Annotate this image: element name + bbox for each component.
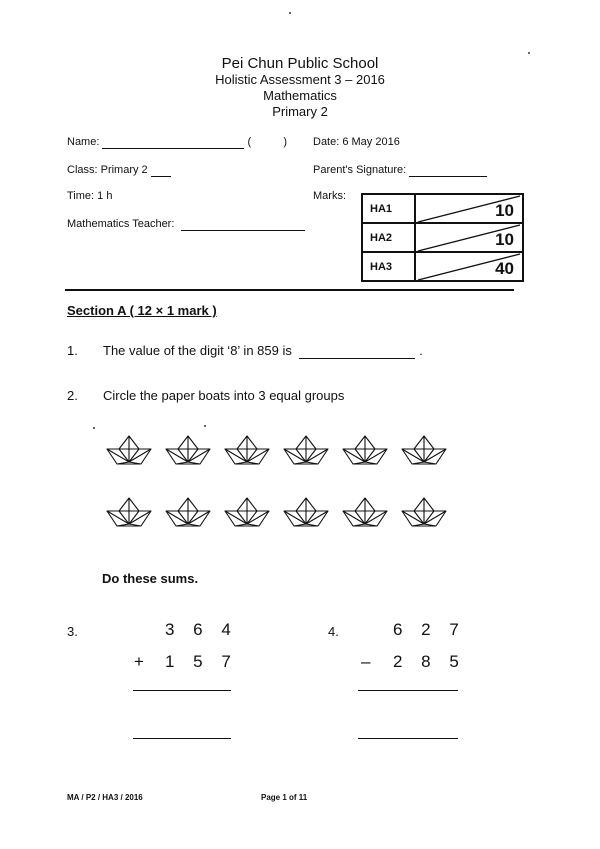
marks-label-ha1: HA1 [362,194,415,223]
name-blank[interactable] [102,136,244,149]
sum-4-top: 6 2 7 [393,620,466,639]
marks-box-ha2[interactable] [415,223,523,252]
marks-label-ha2: HA2 [362,223,415,252]
marks-total-ha3: 40 [495,259,514,278]
question-2-number: 2. [67,388,78,403]
school-name: Pei Chun Public School [221,55,379,72]
question-1-text: The value of the digit ‘8’ in 859 is [103,343,292,358]
paper-boat-icon[interactable] [105,434,153,468]
class-label: Class: Primary 2 [67,164,148,176]
class-blank[interactable] [151,164,171,177]
marks-total-ha2: 10 [495,230,514,249]
sum-4-answer-line[interactable] [358,738,458,739]
teacher-field [67,218,305,231]
paper-boat-icon[interactable] [282,434,330,468]
class-number-blank[interactable] [254,136,280,148]
paren-close: ) [283,136,287,148]
marks-row [362,194,523,223]
question-1-end: . [419,343,423,358]
parent-signature-blank[interactable] [409,164,487,177]
parent-signature-field [313,164,487,177]
paper-boat-icon[interactable] [223,496,271,530]
question-1-answer-blank[interactable] [299,343,415,359]
paper-boat-icon[interactable] [164,496,212,530]
section-title: Section A ( 12 × 1 mark ) [67,303,217,318]
date-text: Date: 6 May 2016 [313,136,400,148]
teacher-blank[interactable] [181,218,305,231]
sum-3-top: 3 6 4 [165,620,238,639]
sum-4-operator: – [361,652,378,671]
marks-label-ha3: HA3 [362,252,415,281]
question-4-number: 4. [328,624,339,639]
sum-3-line [133,690,231,691]
question-1 [103,343,423,359]
marks-total-ha1: 10 [495,201,514,220]
footer-code: MA / P2 / HA3 / 2016 [67,793,143,802]
paper-boat-icon[interactable] [164,434,212,468]
sum-3-bottom: 1 5 7 [165,652,238,671]
marks-table [361,193,524,282]
paper-boat-icon[interactable] [341,434,389,468]
page-number: Page 1 of 11 [261,793,308,802]
marks-box-ha3[interactable] [415,252,523,281]
sum-4-line [358,690,458,691]
question-3-number: 3. [67,624,78,639]
question-2-text: Circle the paper boats into 3 equal groups [103,388,345,403]
level-title: Primary 2 [272,104,328,119]
sum-4-bottom: 2 8 5 [393,652,466,671]
sum-3-operator: + [134,652,151,671]
scan-speck [93,427,95,429]
paper-boat-icon[interactable] [341,496,389,530]
paper-boat-icon[interactable] [400,434,448,468]
marks-row [362,252,523,281]
subject-title: Mathematics [263,88,337,103]
scan-speck [204,425,206,427]
paper-boat-icon[interactable] [282,496,330,530]
marks-label: Marks: [313,190,346,202]
paren-open: ( [247,136,252,148]
class-field [67,164,171,177]
assessment-title: Holistic Assessment 3 – 2016 [215,72,385,87]
name-field [67,136,287,149]
paper-boat-icon[interactable] [223,434,271,468]
sums-instruction: Do these sums. [102,571,199,586]
teacher-label: Mathematics Teacher: [67,218,175,230]
question-1-number: 1. [67,343,78,358]
paper-boat-icon[interactable] [105,496,153,530]
paper-boat-icon[interactable] [400,496,448,530]
scan-speck [289,12,291,14]
header-divider [65,289,514,291]
name-label: Name: [67,136,100,148]
sum-3-answer-line[interactable] [133,738,231,739]
parent-signature-label: Parent's Signature: [313,164,407,176]
scan-speck [528,52,530,54]
marks-box-ha1[interactable] [415,194,523,223]
marks-row [362,223,523,252]
time-text: Time: 1 h [67,190,113,202]
